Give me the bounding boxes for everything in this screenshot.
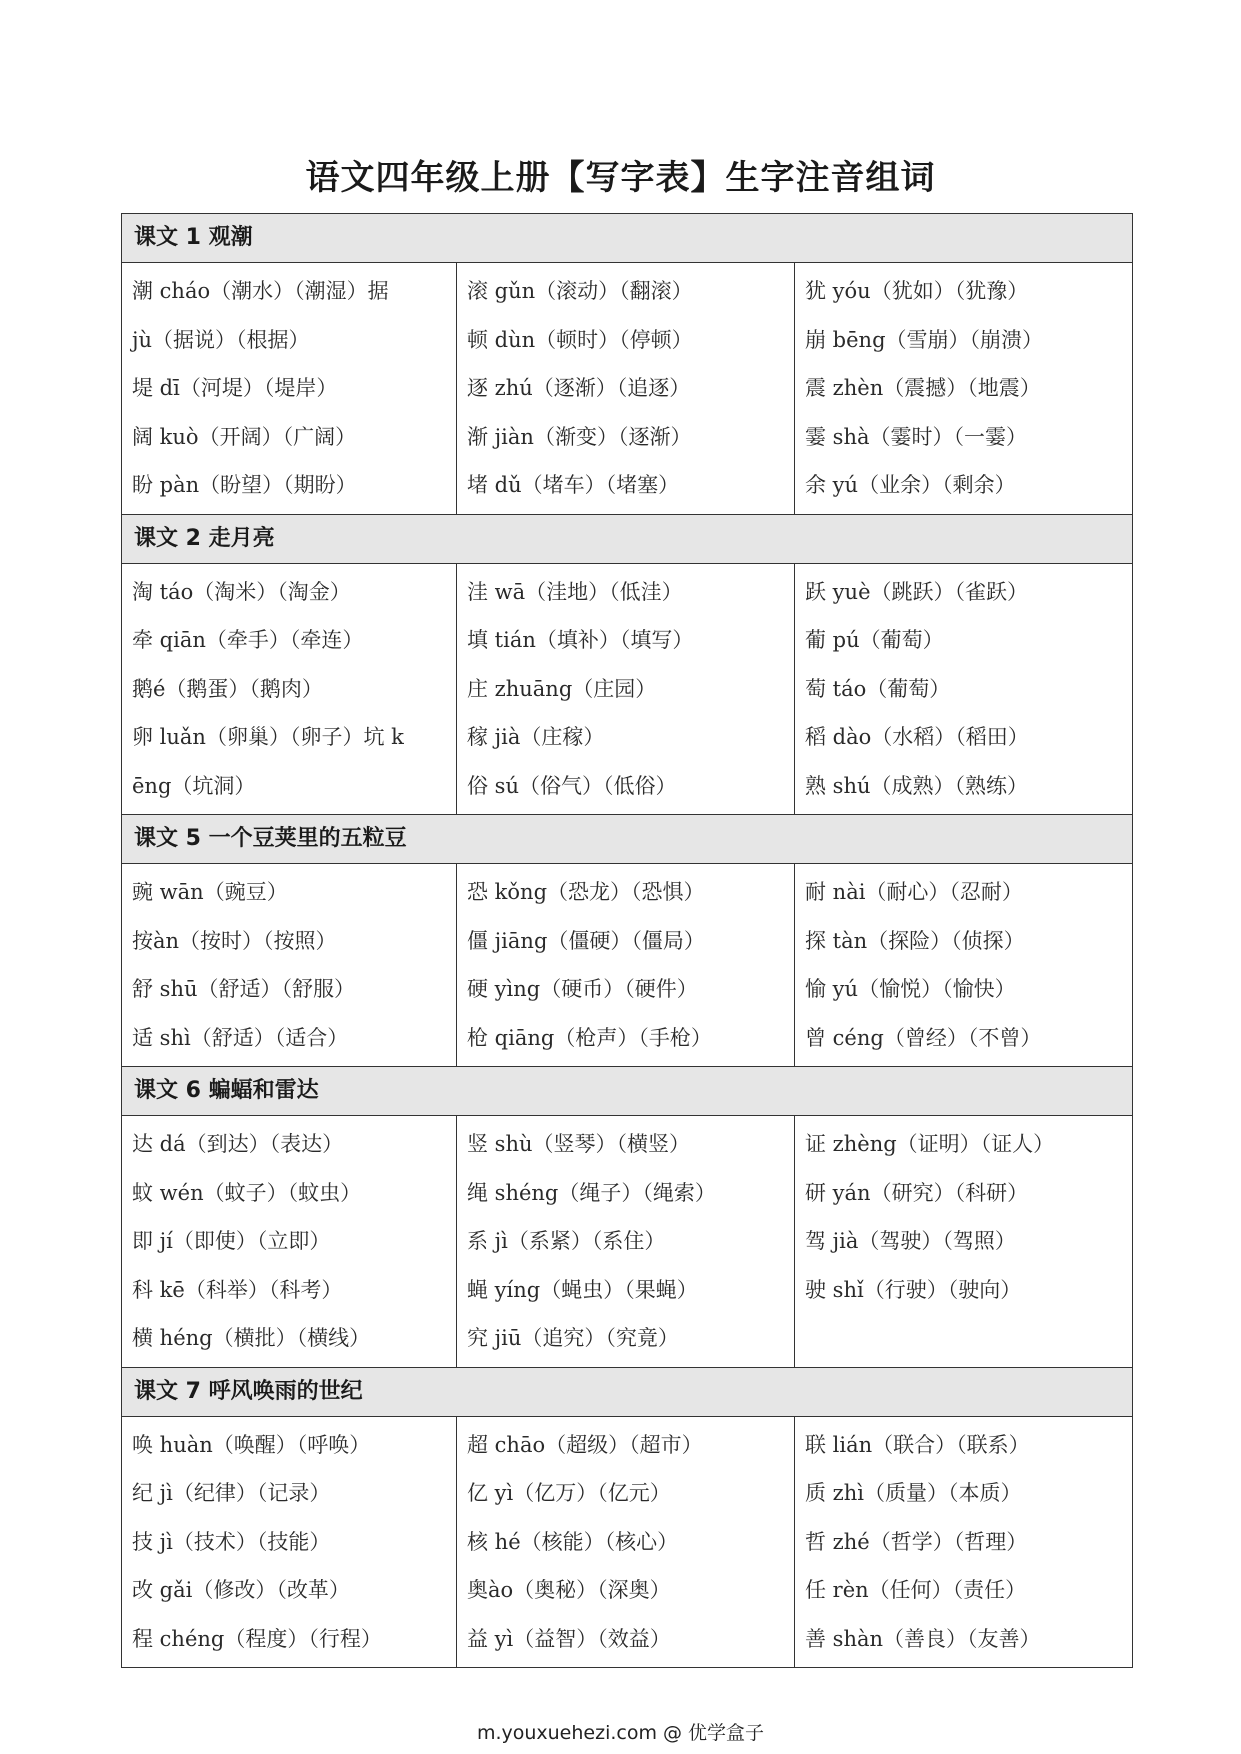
word-entry: 纪 jì（纪律）（记录） (132, 1481, 331, 1505)
word-column (795, 564, 1132, 815)
word-entry: 技 jì（技术）（技能） (132, 1529, 331, 1554)
word-column (122, 1417, 457, 1668)
word-entry: 蝇 yíng（蝇虫）（果蝇） (467, 1277, 698, 1302)
word-entry: 竖 shù（竖琴）（横竖） (467, 1132, 691, 1156)
word-entry: 改 gǎi（修改）（改革） (132, 1578, 350, 1602)
word-entry: 霎 shà（霎时）（一霎） (805, 424, 1027, 449)
word-entry: 究 jiū（追究）（究竟） (467, 1326, 679, 1350)
lesson-heading: 课文 7 呼风唤雨的世纪 (122, 1368, 1132, 1417)
word-entry: 驾 jià（驾驶）（驾照） (805, 1229, 1016, 1253)
lesson-body (122, 1417, 1132, 1668)
word-column (122, 263, 457, 514)
word-entry: 葡 pú（葡萄） (805, 628, 944, 652)
word-entry: 驶 shǐ（行驶）（驶向） (805, 1277, 1022, 1302)
word-entry: 犹 yóu（犹如）（犹豫） (805, 279, 1029, 303)
word-entry: 探 tàn（探险）（侦探） (805, 928, 1025, 953)
word-column (457, 864, 795, 1066)
word-entry: 潮 cháo（潮水）（潮湿）据 (132, 279, 389, 303)
word-column (457, 1116, 795, 1367)
word-entry: 即 jí（即使）（立即） (132, 1229, 331, 1253)
word-entry: 堵 dǔ（堵车）（堵塞） (467, 473, 680, 497)
word-column (122, 564, 457, 815)
lesson-heading: 课文 6 蝙蝠和雷达 (122, 1067, 1132, 1116)
word-entry: 唤 huàn（唤醒）（呼唤） (132, 1432, 371, 1457)
word-entry: 盼 pàn（盼望）（期盼） (132, 473, 357, 497)
word-entry: 任 rèn（任何）（责任） (805, 1578, 1027, 1602)
lesson-section (122, 1067, 1132, 1368)
word-entry: 僵 jiāng（僵硬）（僵局） (467, 928, 705, 953)
word-entry: 洼 wā（洼地）（低洼） (467, 579, 683, 604)
word-entry: 稼 jià（庄稼） (467, 725, 605, 749)
word-entry: 渐 jiàn（渐变）（逐渐） (467, 424, 692, 449)
lesson-body (122, 263, 1132, 515)
word-entry: 填 tián（填补）（填写） (467, 628, 694, 652)
word-entry: 系 jì（系紧）（系住） (467, 1229, 666, 1253)
word-entry: jù（据说）（根据） (132, 327, 310, 352)
word-column (122, 864, 457, 1066)
word-entry: 科 kē（科举）（科考） (132, 1277, 343, 1302)
word-entry: 研 yán（研究）（科研） (805, 1180, 1029, 1205)
word-entry: 绳 shéng（绳子）（绳索） (467, 1180, 716, 1205)
word-entry: 亿 yì（亿万）（亿元） (467, 1481, 671, 1505)
word-entry: 益 yì（益智）（效益） (467, 1626, 671, 1651)
word-entry: 横 héng（横批）（横线） (132, 1326, 371, 1350)
word-entry: 奥ào（奥秘）（深奥） (467, 1578, 671, 1602)
word-entry: 卵 luǎn（卵巢）（卵子）坑 k (132, 725, 404, 749)
lesson-section (122, 515, 1132, 816)
word-column (457, 1417, 795, 1668)
word-entry: 逐 zhú（逐渐）（追逐） (467, 376, 691, 400)
word-entry: 证 zhèng（证明）（证人） (805, 1132, 1055, 1156)
word-entry: 熟 shú（成熟）（熟练） (805, 773, 1029, 798)
word-entry: 恐 kǒng（恐龙）（恐惧） (467, 880, 705, 904)
lesson-body (122, 564, 1132, 816)
word-entry: 滚 gǔn（滚动）（翻滚） (467, 279, 693, 303)
word-column (795, 864, 1132, 1066)
lesson-heading: 课文 2 走月亮 (122, 515, 1132, 564)
word-entry: 庄 zhuāng（庄园） (467, 676, 657, 701)
page-title: 语文四年级上册【写字表】生字注音组词 (305, 158, 936, 198)
word-entry: 超 chāo（超级）（超市） (467, 1432, 703, 1457)
lesson-heading: 课文 5 一个豆荚里的五粒豆 (122, 815, 1132, 864)
lesson-section (122, 214, 1132, 515)
word-column (795, 1417, 1132, 1668)
word-entry: 俗 sú（俗气）（低俗） (467, 773, 677, 798)
word-entry: 枪 qiāng（枪声）（手枪） (467, 1025, 712, 1050)
word-entry: 按àn（按时）（按照） (132, 928, 337, 953)
word-entry: 质 zhì（质量）（本质） (805, 1481, 1022, 1505)
word-entry: 程 chéng（程度）（行程） (132, 1626, 382, 1651)
word-entry: 顿 dùn（顿时）（停顿） (467, 327, 693, 352)
word-entry: 善 shàn（善良）（友善） (805, 1626, 1041, 1651)
word-column (795, 263, 1132, 514)
word-entry: 联 lián（联合）（联系） (805, 1432, 1030, 1457)
word-column (122, 1116, 457, 1367)
word-entry: 适 shì（舒适）（适合） (132, 1025, 349, 1050)
word-entry: 余 yú（业余）（剩余） (805, 473, 1016, 497)
word-entry: 达 dá（到达）（表达） (132, 1132, 344, 1156)
lesson-section (122, 815, 1132, 1067)
word-entry: 豌 wān（豌豆） (132, 880, 288, 904)
word-column (795, 1116, 1132, 1367)
lesson-body (122, 1116, 1132, 1368)
vocabulary-table (121, 213, 1133, 1668)
word-column (457, 564, 795, 815)
word-entry: 愉 yú（愉悦）（愉快） (805, 977, 1016, 1001)
footer-watermark: m.youxuehezi.com @ 优学盒子 (476, 1722, 765, 1744)
lesson-body (122, 864, 1132, 1067)
word-entry: 震 zhèn（震撼）（地震） (805, 376, 1041, 400)
word-entry: 曾 céng（曾经）（不曾） (805, 1025, 1042, 1050)
word-column (457, 263, 795, 514)
word-entry: 牵 qiān（牵手）（牵连） (132, 628, 364, 652)
word-entry: 阔 kuò（开阔）（广阔） (132, 424, 357, 449)
word-entry: 萄 táo（葡萄） (805, 676, 951, 701)
word-entry: 淘 táo（淘米）（淘金） (132, 579, 351, 604)
word-entry: 蚊 wén（蚊子）（蚊虫） (132, 1180, 362, 1205)
word-entry: 跃 yuè（跳跃）（雀跃） (805, 579, 1028, 604)
word-entry: 耐 nài（耐心）（忍耐） (805, 880, 1023, 904)
word-entry: 舒 shū（舒适）（舒服） (132, 977, 356, 1001)
word-entry: 稻 dào（水稻）（稻田） (805, 725, 1029, 749)
word-entry: 哲 zhé（哲学）（哲理） (805, 1529, 1028, 1554)
word-entry: 硬 yìng（硬币）（硬件） (467, 977, 698, 1001)
word-entry: 崩 bēng（雪崩）（崩溃） (805, 327, 1044, 352)
word-entry: ēng（坑洞） (132, 773, 256, 798)
lesson-section (122, 1368, 1132, 1668)
lesson-heading: 课文 1 观潮 (122, 214, 1132, 263)
word-entry: 鹅é（鹅蛋）（鹅肉） (132, 676, 323, 701)
word-entry: 核 hé（核能）（核心） (467, 1529, 679, 1554)
word-entry: 堤 dī（河堤）（堤岸） (132, 376, 338, 400)
